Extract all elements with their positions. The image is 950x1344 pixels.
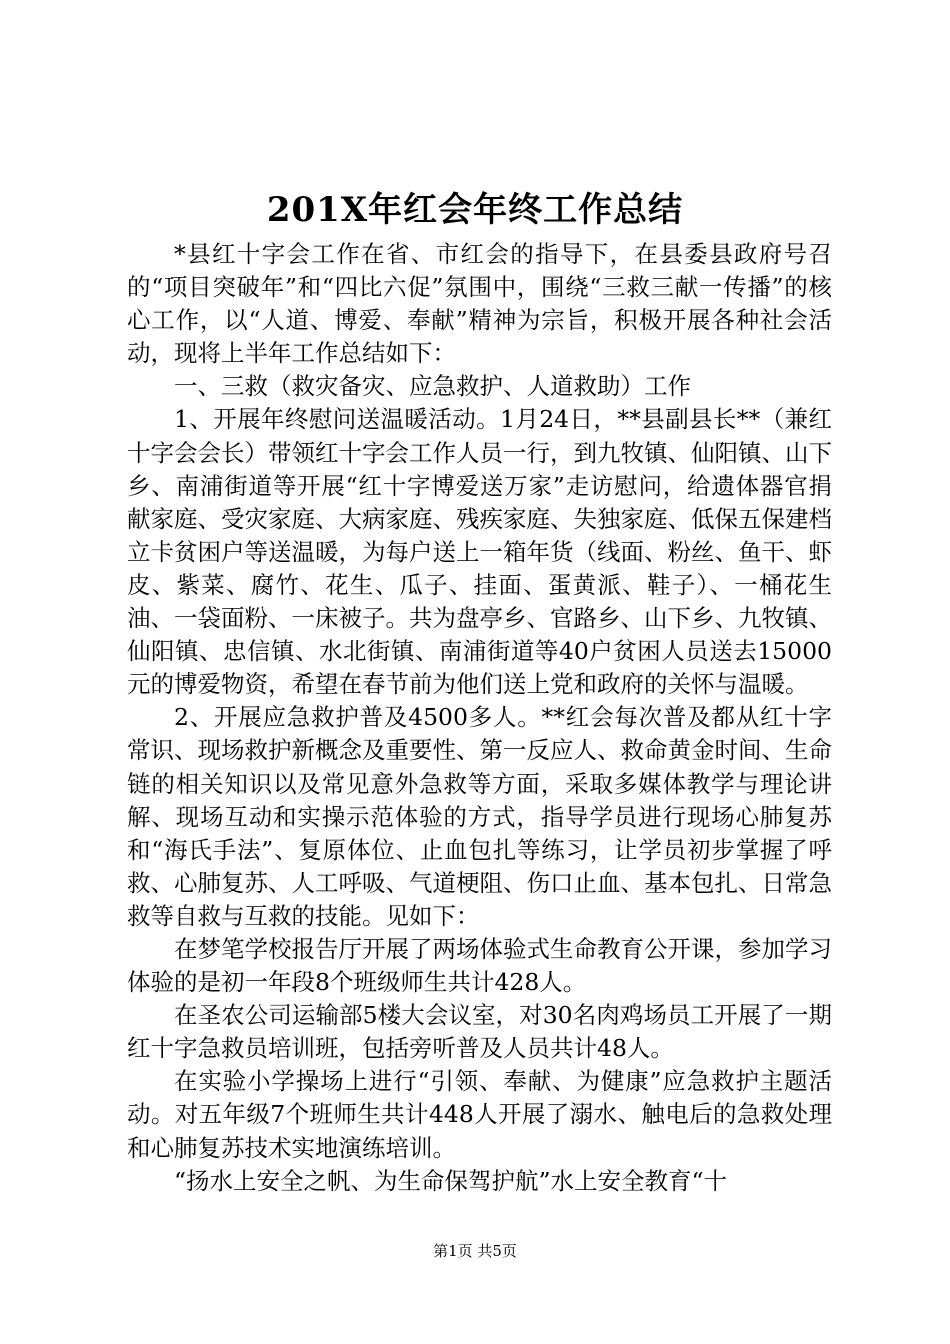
paragraph-experimental-school: 在实验小学操场上进行“引领、奉献、为健康”应急救护主题活动。对五年级7个班师生共计448人开展了溺水、触电后的急救处理和心肺复苏技术实地演练培训。 — [127, 1067, 832, 1162]
paragraph-mengbi-school: 在梦笔学校报告厅开展了两场体验式生命教育公开课，参加学习体验的是初一年段8个班级师生共计428人。 — [127, 934, 832, 997]
document-title: 201X年红会年终工作总结 — [266, 190, 684, 230]
paragraph-intro: *县红十字会工作在省、市红会的指导下，在县委县政府号召的“项目突破年”和“四比六促”氛围中，围绕“三救三献一传播”的核心工作，以“人道、博爱、奉献”精神为宗旨，积极开展各种社会活动，现将上半年工作总结如下： — [127, 240, 832, 368]
paragraph-item-1: 1、开展年终慰问送温暖活动。1月24日，**县副县长**（兼红十字会会长）带领红十字会工作人员一行，到九牧镇、仙阳镇、山下乡、南浦街道等开展“红十字博爱送万家”走访慰问，给遗体器官捐献家庭、受灾家庭、大病家庭、残疾家庭、失独家庭、低保五保建档立卡贫困户等送温暖，为每户送上一箱年货（线面、粉丝、鱼干、虾皮、紫菜、腐竹、花生、瓜子、挂面、蛋黄派、鞋子）、一桶花生油、一袋面粉、一床被子。共为盘亭乡、官路乡、山下乡、九牧镇、仙阳镇、忠信镇、水北街镇、南浦街道等40户贫困人员送去15000元的博爱物资，希望在春节前为他们送上党和政府的关怀与温暖。 — [127, 405, 832, 699]
section-heading-three-rescues: 一、三救（救灾备灾、应急救护、人道救助）工作 — [174, 372, 691, 401]
document-body — [127, 238, 832, 1198]
page-footer: 第1页 共5页 — [433, 1242, 517, 1260]
paragraph-water-safety: “扬水上安全之帆、为生命保驾护航”水上安全教育“十 — [174, 1166, 728, 1195]
paragraph-item-2: 2、开展应急救护普及4500多人。**红会每次普及都从红十字常识、现场救护新概念及重要性、第一反应人、救命黄金时间、生命链的相关知识以及常见意外急救等方面，采取多媒体教学与理论讲解、现场互动和实操示范体验的方式，指导学员进行现场心肺复苏和“海氏手法”、复原体位、止血包扎等练习，让学员初步掌握了呼救、心肺复苏、人工呼吸、气道梗阻、伤口止血、基本包扎、日常急救等自救与互救的技能。见如下： — [127, 703, 832, 930]
paragraph-shengnong-company: 在圣农公司运输部5楼大会议室，对30名肉鸡场员工开展了一期红十字急救员培训班，包括旁听普及人员共计48人。 — [127, 1001, 832, 1063]
